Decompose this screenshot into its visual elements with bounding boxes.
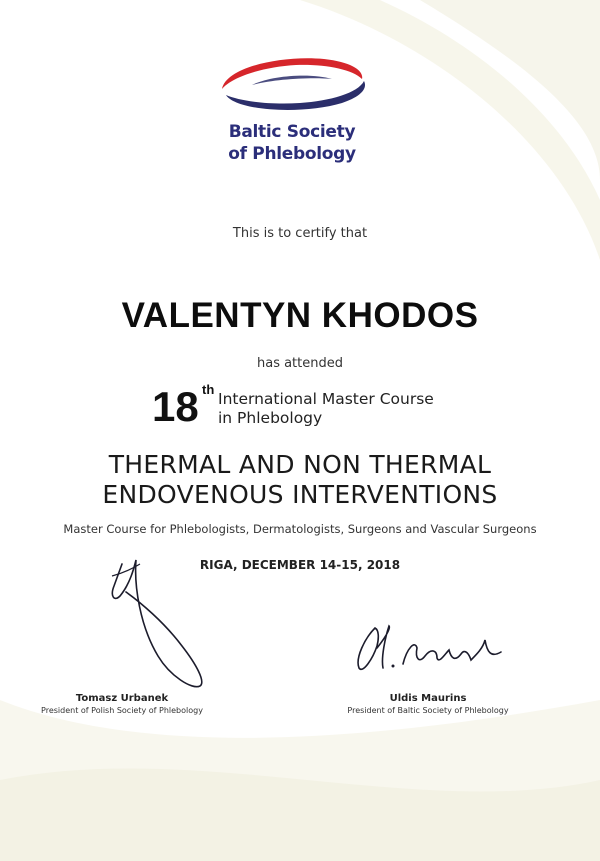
attended-text: has attended: [256, 356, 343, 371]
organization-name-line2: of Phlebology: [228, 144, 356, 164]
location-date: RIGA, DECEMBER 14-15, 2018: [199, 558, 401, 572]
course-title: [0, 450, 600, 510]
signatory-right-name: Uldis Maurins: [389, 693, 467, 704]
course-name: [218, 390, 434, 428]
course-title-line1: THERMAL AND NON THERMAL: [108, 450, 492, 479]
organization-name: [200, 121, 384, 165]
course-number: 18: [152, 383, 199, 430]
course-subtitle: Master Course for Phlebologists, Dermatologists, Surgeons and Vascular Surgeons: [63, 522, 537, 536]
signatory-right: [318, 692, 538, 716]
signature-right: [345, 618, 515, 678]
signatory-left-title: President of Polish Society of Phlebology: [41, 706, 203, 715]
signatory-right-title: President of Baltic Society of Phlebology: [347, 706, 509, 715]
course-heading: [152, 384, 482, 434]
signatory-left: [12, 692, 232, 716]
signature-left: [100, 556, 220, 696]
course-name-line1: International Master Course: [218, 390, 434, 408]
organization-name-line1: Baltic Society: [228, 122, 356, 142]
course-title-line2: ENDOVENOUS INTERVENTIONS: [102, 480, 498, 509]
baltic-society-logo: [212, 55, 372, 115]
course-number-suffix: th: [202, 382, 215, 397]
signatory-left-name: Tomasz Urbanek: [75, 693, 169, 704]
certify-intro: This is to certify that: [232, 226, 368, 241]
course-name-line2: in Phlebology: [218, 409, 323, 427]
recipient-name: VALENTYN KHODOS: [121, 296, 479, 335]
